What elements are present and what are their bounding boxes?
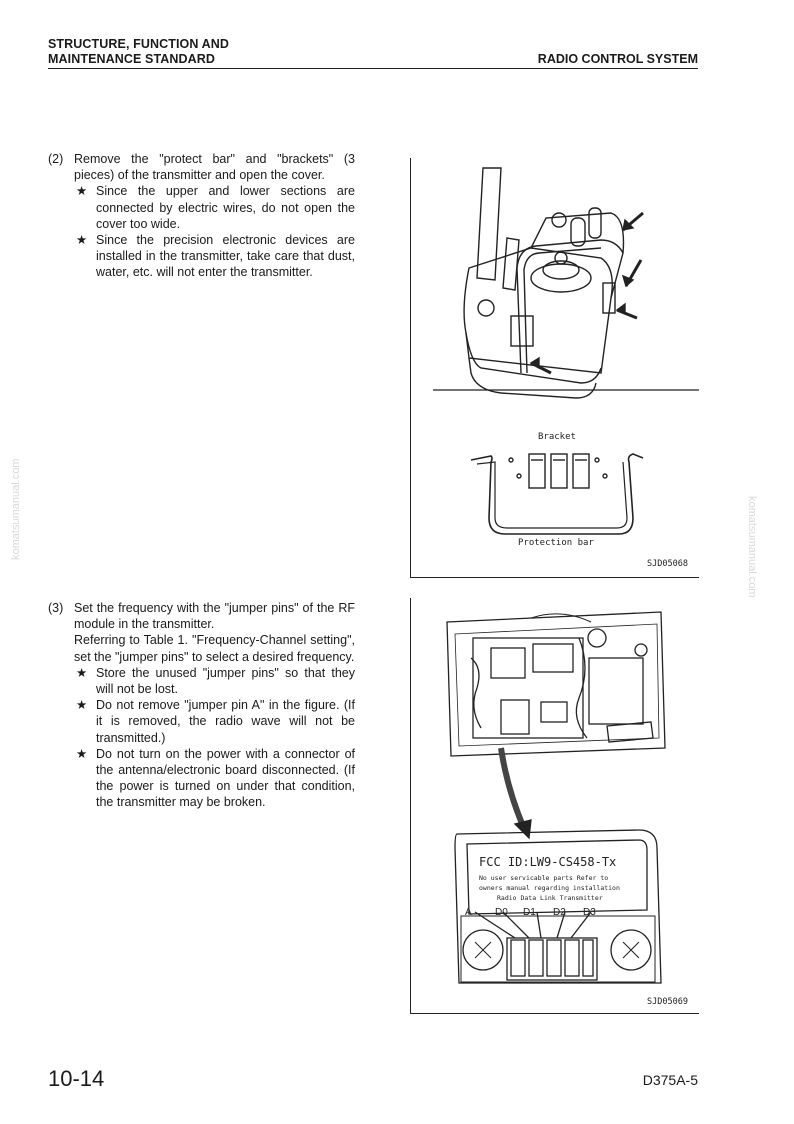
star-icon: ★: [76, 746, 88, 761]
watermark-left: komatsumanual.com: [10, 458, 22, 560]
figure-jumper-pins-drawing: [411, 598, 699, 1013]
figure-code: SJD05069: [647, 997, 688, 1007]
label-bracket: Bracket: [538, 432, 576, 442]
pin-d1-label: D1: [523, 907, 536, 918]
fcc-small-line-1: No user servicable parts Refer to: [479, 874, 609, 882]
star-icon: ★: [76, 698, 88, 713]
pin-d2-label: D2: [553, 907, 566, 918]
figure-protect-bar: [410, 158, 699, 578]
page-number: 10-14: [48, 1066, 105, 1091]
star-icon: ★: [76, 184, 88, 199]
watermark-right: komatsumanual.com: [746, 496, 758, 598]
step-2-note: ★ Since the upper and lower sections are connected by electric wires, do not open the cover too wide.: [76, 184, 355, 231]
step-3-number: (3): [48, 601, 64, 615]
step-3: [48, 600, 355, 811]
pin-d0-label: D0: [495, 907, 508, 918]
step-3-note: ★ Do not turn on the power with a connector of the antenna/electronic board disconnected. (If the power is turned on under that condition, the transmitter may be broken.: [76, 746, 355, 810]
label-protection-bar: Protection bar: [518, 538, 594, 548]
step-3-note: ★ Do not remove "jumper pin A" in the figure. (If it is removed, the radio wave will not be transmitted.): [76, 698, 355, 745]
model-code: D375A-5: [642, 1072, 698, 1088]
fcc-small-line-2: owners manual regarding installation: [479, 884, 620, 892]
step-3-note: ★ Store the unused "jumper pins" so that they will not be lost.: [76, 665, 355, 697]
header-title-line1: STRUCTURE, FUNCTION AND: [48, 37, 229, 51]
star-icon: ★: [76, 665, 88, 680]
pin-d3-label: D3: [583, 907, 596, 918]
fcc-id-label: FCC ID:LW9-CS458-Tx: [479, 855, 617, 869]
step-2-number: (2): [48, 152, 64, 166]
figure-protect-bar-drawing: [411, 158, 699, 577]
figure-jumper-pins: [410, 598, 699, 1014]
step-3-text: Set the frequency with the "jumper pins" of the RF module in the transmitter.: [74, 601, 355, 632]
figure-code: SJD05068: [647, 559, 688, 569]
step-2-note: ★ Since the precision electronic devices are installed in the transmitter, take care that dust, water, etc. will not enter the transmitter.: [76, 233, 355, 280]
header-title-line2: MAINTENANCE STANDARD: [48, 52, 216, 66]
fcc-small-line-3: Radio Data Link Transmitter: [497, 894, 603, 902]
pin-a-label: A: [465, 907, 472, 918]
header-rule: [48, 68, 698, 69]
header-section-title: [48, 37, 229, 67]
step-2: [48, 151, 355, 281]
step-3-text-2: Referring to Table 1. "Frequency-Channel setting", set the "jumper pins" to select a desired frequency.: [74, 633, 355, 664]
header-chapter-title: RADIO CONTROL SYSTEM: [537, 52, 698, 66]
star-icon: ★: [76, 233, 88, 248]
step-2-text: Remove the "protect bar" and "brackets" (3 pieces) of the transmitter and open the cover.: [74, 152, 355, 183]
